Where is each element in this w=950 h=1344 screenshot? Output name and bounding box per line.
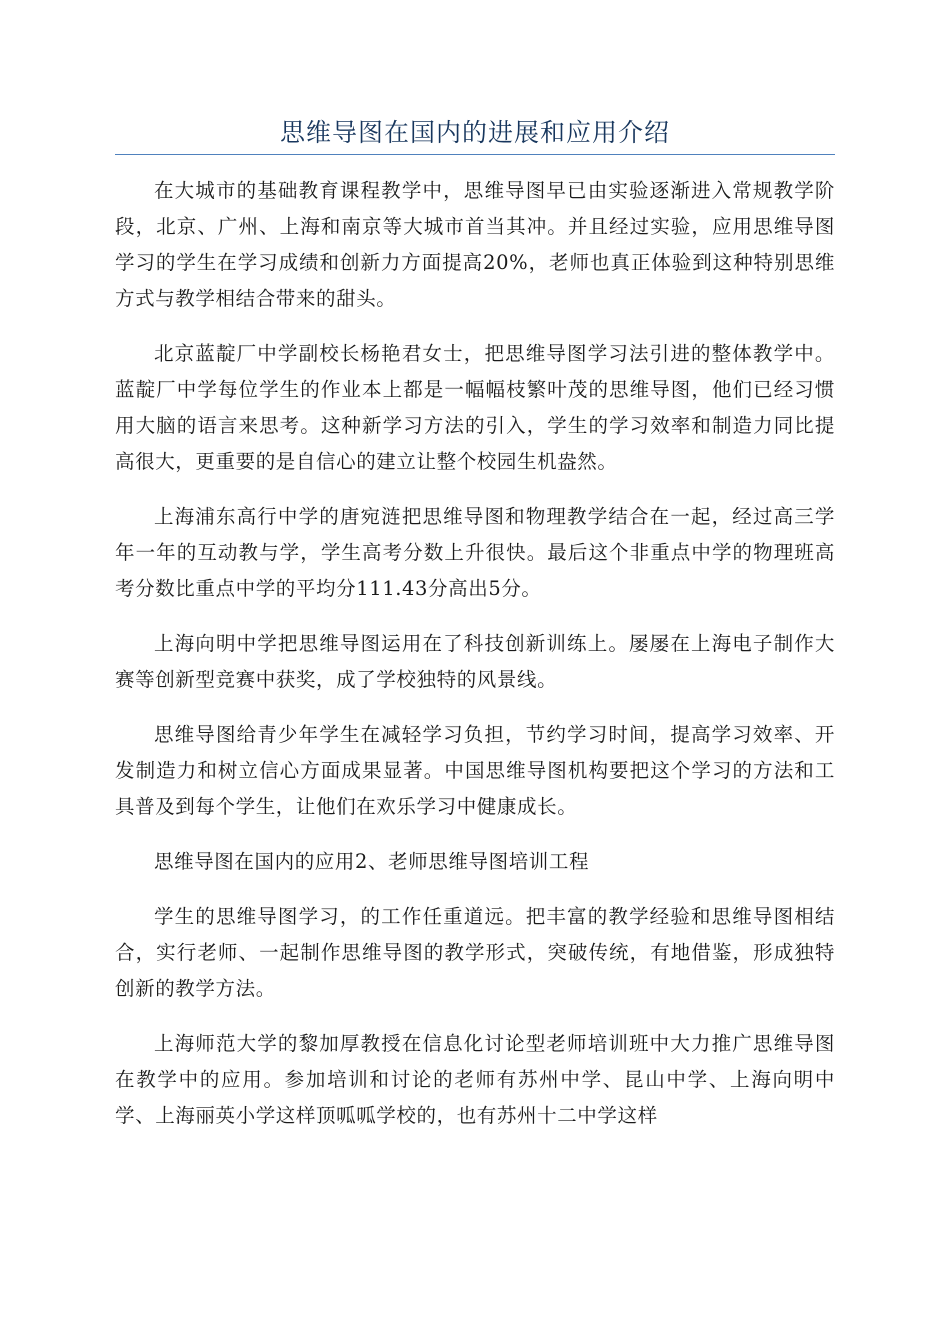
page-title: 思维导图在国内的进展和应用介绍 [279, 118, 670, 147]
section-heading: 思维导图在国内的应用2、老师思维导图培训工程 [154, 850, 590, 873]
paragraph-4: 上海向明中学把思维导图运用在了科技创新训练上。屡屡在上海电子制作大赛等创新型竞赛中获奖，成了学校独特的风景线。 [115, 632, 835, 691]
paragraph-1: 在大城市的基础教育课程教学中，思维导图早已由实验逐渐进入常规教学阶段，北京、广州、上海和南京等大城市首当其冲。并且经过实验，应用思维导图学习的学生在学习成绩和创新力方面提高20%，老师也真正体验到这种特别思维方式与教学相结合带来的甜头。 [115, 179, 835, 310]
paragraph-3: 上海浦东高行中学的唐宛涟把思维导图和物理教学结合在一起，经过高三学年一年的互动教与学，学生高考分数上升很快。最后这个非重点中学的物理班高考分数比重点中学的平均分111.43分高出5分。 [115, 505, 835, 600]
paragraph-2: 北京蓝靛厂中学副校长杨艳君女士，把思维导图学习法引进的整体教学中。蓝靛厂中学每位学生的作业本上都是一幅幅枝繁叶茂的思维导图，他们已经习惯用大脑的语言来思考。这种新学习方法的引入，学生的学习效率和制造力同比提高很大，更重要的是自信心的建立让整个校园生机盎然。 [115, 342, 835, 473]
paragraph-7: 上海师范大学的黎加厚教授在信息化讨论型老师培训班中大力推广思维导图在教学中的应用。参加培训和讨论的老师有苏州中学、昆山中学、上海向明中学、上海丽英小学这样顶呱呱学校的，也有苏州十二中学这样 [115, 1032, 835, 1127]
title-block [115, 112, 835, 155]
paragraph-5: 思维导图给青少年学生在减轻学习负担，节约学习时间，提高学习效率、开发制造力和树立信心方面成果显著。中国思维导图机构要把这个学习的方法和工具普及到每个学生，让他们在欢乐学习中健康成长。 [115, 723, 835, 818]
paragraph-6: 学生的思维导图学习，的工作任重道远。把丰富的教学经验和思维导图相结合，实行老师、一起制作思维导图的教学形式，突破传统，有地借鉴，形成独特创新的教学方法。 [115, 905, 835, 1000]
document-body [115, 173, 835, 1153]
